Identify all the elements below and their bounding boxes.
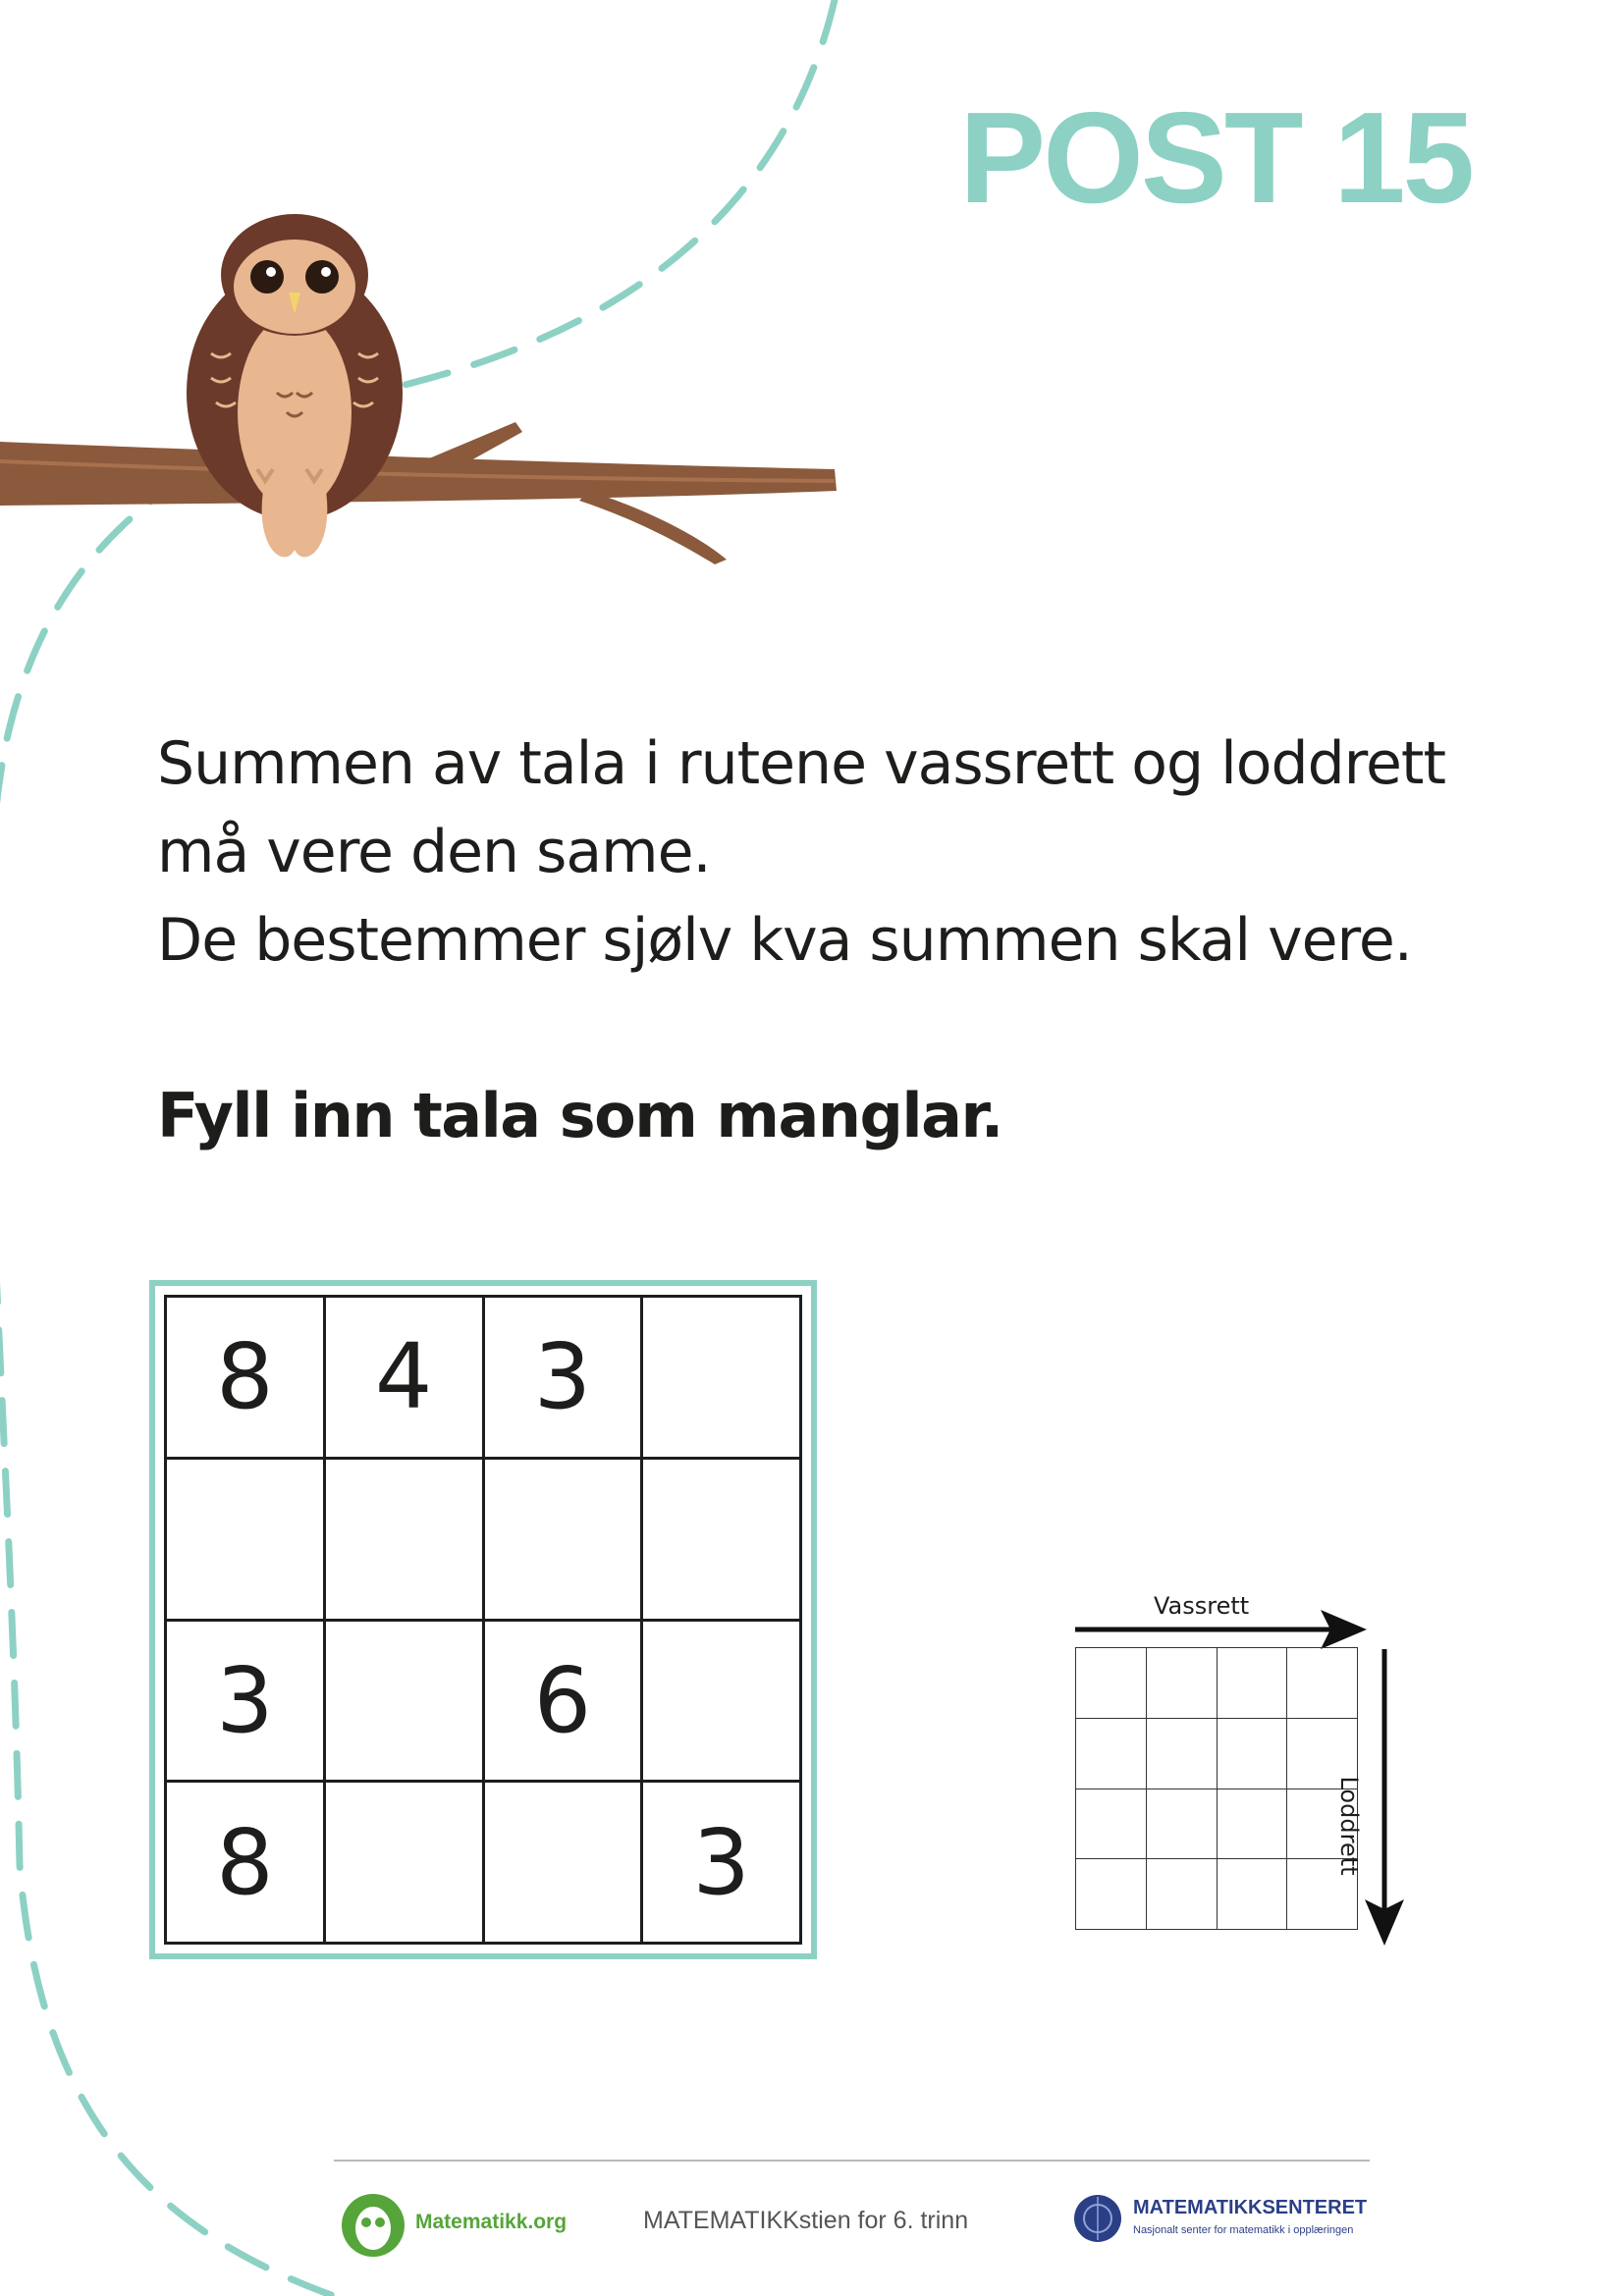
task-heading: Fyll inn tala som manglar. [157, 1080, 1002, 1151]
grid-cell [326, 1460, 485, 1622]
logo-left-text: Matematikk.org [415, 2211, 568, 2233]
grid-cell [167, 1460, 326, 1622]
puzzle-grid [149, 1280, 817, 1959]
arrow-down-icon [1365, 1649, 1404, 1946]
globe-logo-icon [1072, 2193, 1123, 2244]
logo-right-subtitle: Nasjonalt senter for matematikk i opplæringen [1133, 2224, 1354, 2236]
grid-cell: 8 [167, 1783, 326, 1945]
legend-horizontal-label: Vassrett [1154, 1592, 1250, 1620]
grid-cell [326, 1622, 485, 1784]
grid-cell [643, 1298, 802, 1460]
legend-grid [1075, 1647, 1358, 1930]
grid-cell [643, 1622, 802, 1784]
post-title: POST 15 [959, 85, 1472, 230]
grid-cell: 3 [643, 1783, 802, 1945]
grid-cell: 4 [326, 1298, 485, 1460]
branch [0, 422, 837, 564]
matematikksenteret-logo [1072, 2191, 1396, 2250]
instruction-line: De bestemmer sjølv kva summen skal vere. [157, 906, 1412, 975]
legend-vertical-label: Loddrett [1335, 1776, 1363, 1876]
owl-logo-icon [339, 2191, 407, 2260]
grid-cell: 3 [167, 1622, 326, 1784]
grid-cell [485, 1460, 644, 1622]
grid-cell [643, 1460, 802, 1622]
instructions-text [157, 720, 1532, 985]
grid-cell [485, 1783, 644, 1945]
instruction-line: må vere den same. [157, 818, 711, 886]
instruction-line: Summen av tala i rutene vassrett og loddrett [157, 729, 1445, 798]
footer-title: MATEMATIKKstien for 6. trinn [643, 2207, 969, 2234]
footer-divider [334, 2160, 1370, 2162]
grid-cell [326, 1783, 485, 1945]
logo-right-title: MATEMATIKKSENTERET [1133, 2197, 1368, 2218]
grid-cell: 6 [485, 1622, 644, 1784]
grid-cell: 3 [485, 1298, 644, 1460]
grid-cell: 8 [167, 1298, 326, 1460]
owl-illustration [187, 214, 403, 558]
